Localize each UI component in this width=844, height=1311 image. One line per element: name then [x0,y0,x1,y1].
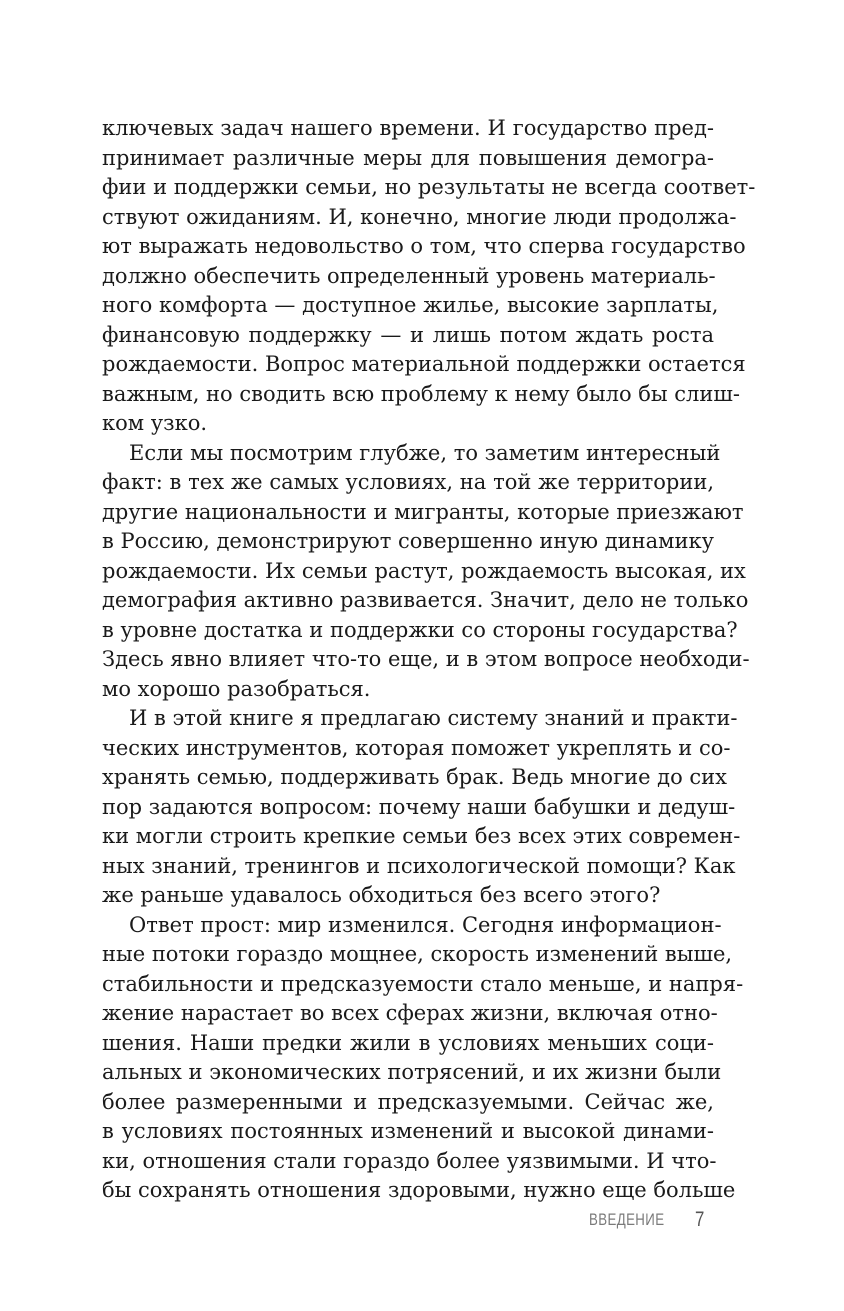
text-line: в Россию, демонстрируют совершенно иную динамику [102,529,714,553]
page-number: 7 [695,1208,705,1231]
text-line: ки могли строить крепкие семьи без всех этих современ- [102,824,741,848]
text-line: ческих инструментов, которая поможет укреплять и со- [102,735,731,760]
text-line: Здесь явно влияет что-то еще, и в этом вопросе необходи- [102,647,750,671]
text-line: в условиях постоянных изменений и высокой динами- [102,1119,714,1143]
running-title: ВВЕДЕНИЕ [589,1210,665,1229]
text-line: бы сохранять отношения здоровыми, нужно еще больше [102,1178,736,1202]
text-line: ком узко. [102,411,208,435]
text-line: ных знаний, тренингов и психологической помощи? Как [102,853,736,878]
text-line: Если мы посмотрим глубже, то заметим интересный [129,440,721,465]
text-line: И в этой книге я предлагаю систему знаний и практи- [129,706,738,730]
text-line: Ответ прост: мир изменился. Сегодня информацион- [129,912,722,937]
paragraph-1 [102,114,756,439]
text-line: более размеренными и предсказуемыми. Сейчас же, [102,1089,714,1114]
text-line: пор задаются вопросом: почему наши бабушки и дедуш- [102,794,736,819]
text-line: мо хорошо разобраться. [102,676,371,701]
text-line: финансовую поддержку — и лишь потом ждать роста [102,322,714,347]
page-footer [560,1208,720,1238]
text-line: альных и экономических потрясений, и их жизни были [102,1060,722,1084]
text-line: принимает различные меры для повышения демогра- [102,145,714,170]
text-line: важным, но сводить всю проблему к нему было бы слиш- [102,381,741,406]
paragraph-3 [102,704,741,911]
paragraph-2 [102,439,750,705]
text-line: же раньше удавалось обходиться без всего этого? [102,883,661,907]
text-line: фии и поддержки семьи, но результаты не всегда соответ- [102,175,756,199]
text-line: ные потоки гораздо мощнее, скорость изменений выше, [102,942,733,966]
text-line: жение нарастает во всех сферах жизни, включая отно- [102,1001,718,1025]
text-line: ки, отношения стали гораздо более уязвимыми. И что- [102,1148,717,1173]
text-line: ного комфорта — доступное жилье, высокие зарплаты, [102,293,719,317]
text-line: в уровне достатка и поддержки со стороны государства? [102,617,738,642]
text-line: демография активно развивается. Значит, дело не только [102,588,749,612]
text-line: ключевых задач нашего времени. И государство пред- [102,116,714,140]
text-line: стабильности и предсказуемости стало меньше, и напря- [102,971,744,996]
text-line: другие национальности и мигранты, которые приезжают [102,499,744,524]
body-text [102,114,756,1206]
text-line: хранять семью, поддерживать брак. Ведь многие до сих [102,765,728,789]
text-line: шения. Наши предки жили в условиях меньших соци- [102,1030,714,1055]
text-line: должно обеспечить определенный уровень материаль- [102,263,716,288]
paragraph-4 [102,911,744,1206]
text-line: факт: в тех же самых условиях, на той же территории, [102,470,714,494]
text-line: рождаемости. Вопрос материальной поддержки остается [102,352,746,376]
text-line: рождаемости. Их семьи растут, рождаемость высокая, их [102,558,746,583]
text-line: ют выражать недовольство о том, что сперва государство [102,234,746,258]
text-line: ствуют ожиданиям. И, конечно, многие люди продолжа- [102,204,737,229]
